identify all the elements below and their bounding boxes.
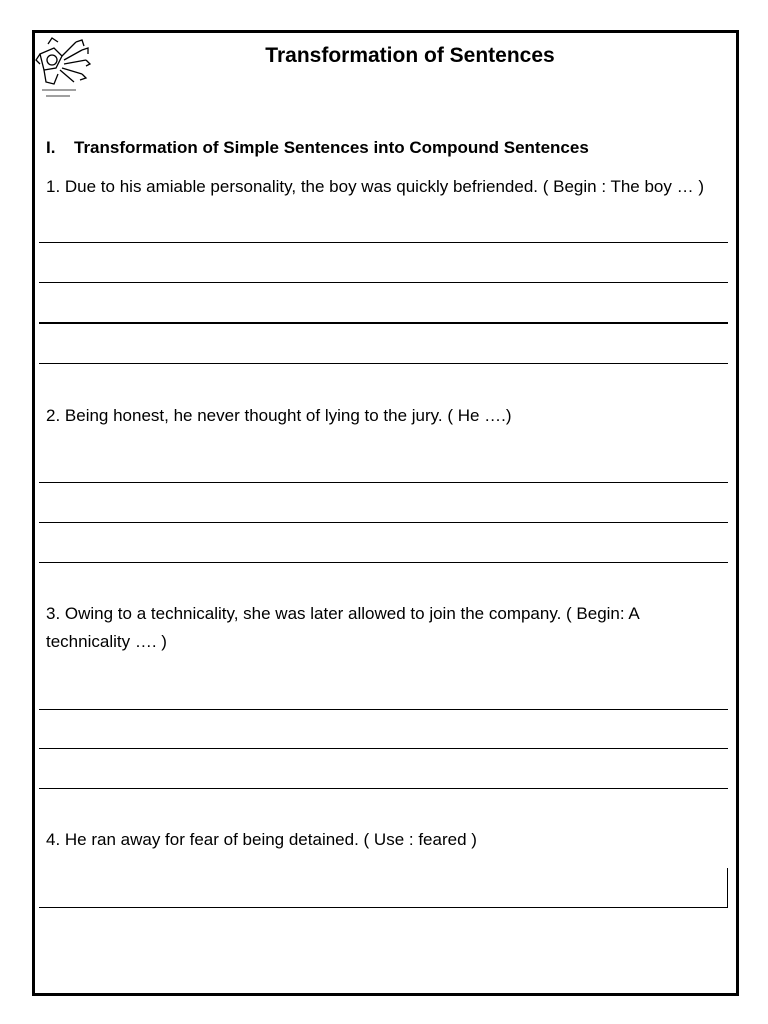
answer-line[interactable] bbox=[39, 363, 728, 364]
section-heading-text: Transformation of Simple Sentences into Compound Sentences bbox=[74, 138, 589, 157]
section-number: I. bbox=[46, 138, 56, 157]
answer-line[interactable] bbox=[39, 562, 728, 563]
question-3: 3. Owing to a technicality, she was later allowed to join the company. ( Begin: A technicality …. ) bbox=[46, 604, 639, 651]
answer-line[interactable] bbox=[39, 242, 728, 243]
answer-line[interactable] bbox=[39, 482, 728, 483]
question-2: 2. Being honest, he never thought of lying to the jury. ( He ….) bbox=[46, 406, 512, 425]
question-4: 4. He ran away for fear of being detained. ( Use : feared ) bbox=[46, 830, 477, 849]
answer-line[interactable] bbox=[39, 522, 728, 523]
section-heading bbox=[46, 138, 589, 158]
answer-line[interactable] bbox=[39, 322, 728, 324]
answer-box-edge bbox=[727, 868, 728, 907]
answer-line[interactable] bbox=[39, 907, 728, 908]
answer-line[interactable] bbox=[39, 709, 728, 710]
answer-line[interactable] bbox=[39, 748, 728, 749]
question-1: 1. Due to his amiable personality, the boy was quickly befriended. ( Begin : The boy … ) bbox=[46, 177, 704, 196]
school-logo-icon bbox=[32, 34, 92, 102]
answer-line[interactable] bbox=[39, 282, 728, 283]
answer-line[interactable] bbox=[39, 788, 728, 789]
page-title: Transformation of Sentences bbox=[265, 44, 555, 67]
